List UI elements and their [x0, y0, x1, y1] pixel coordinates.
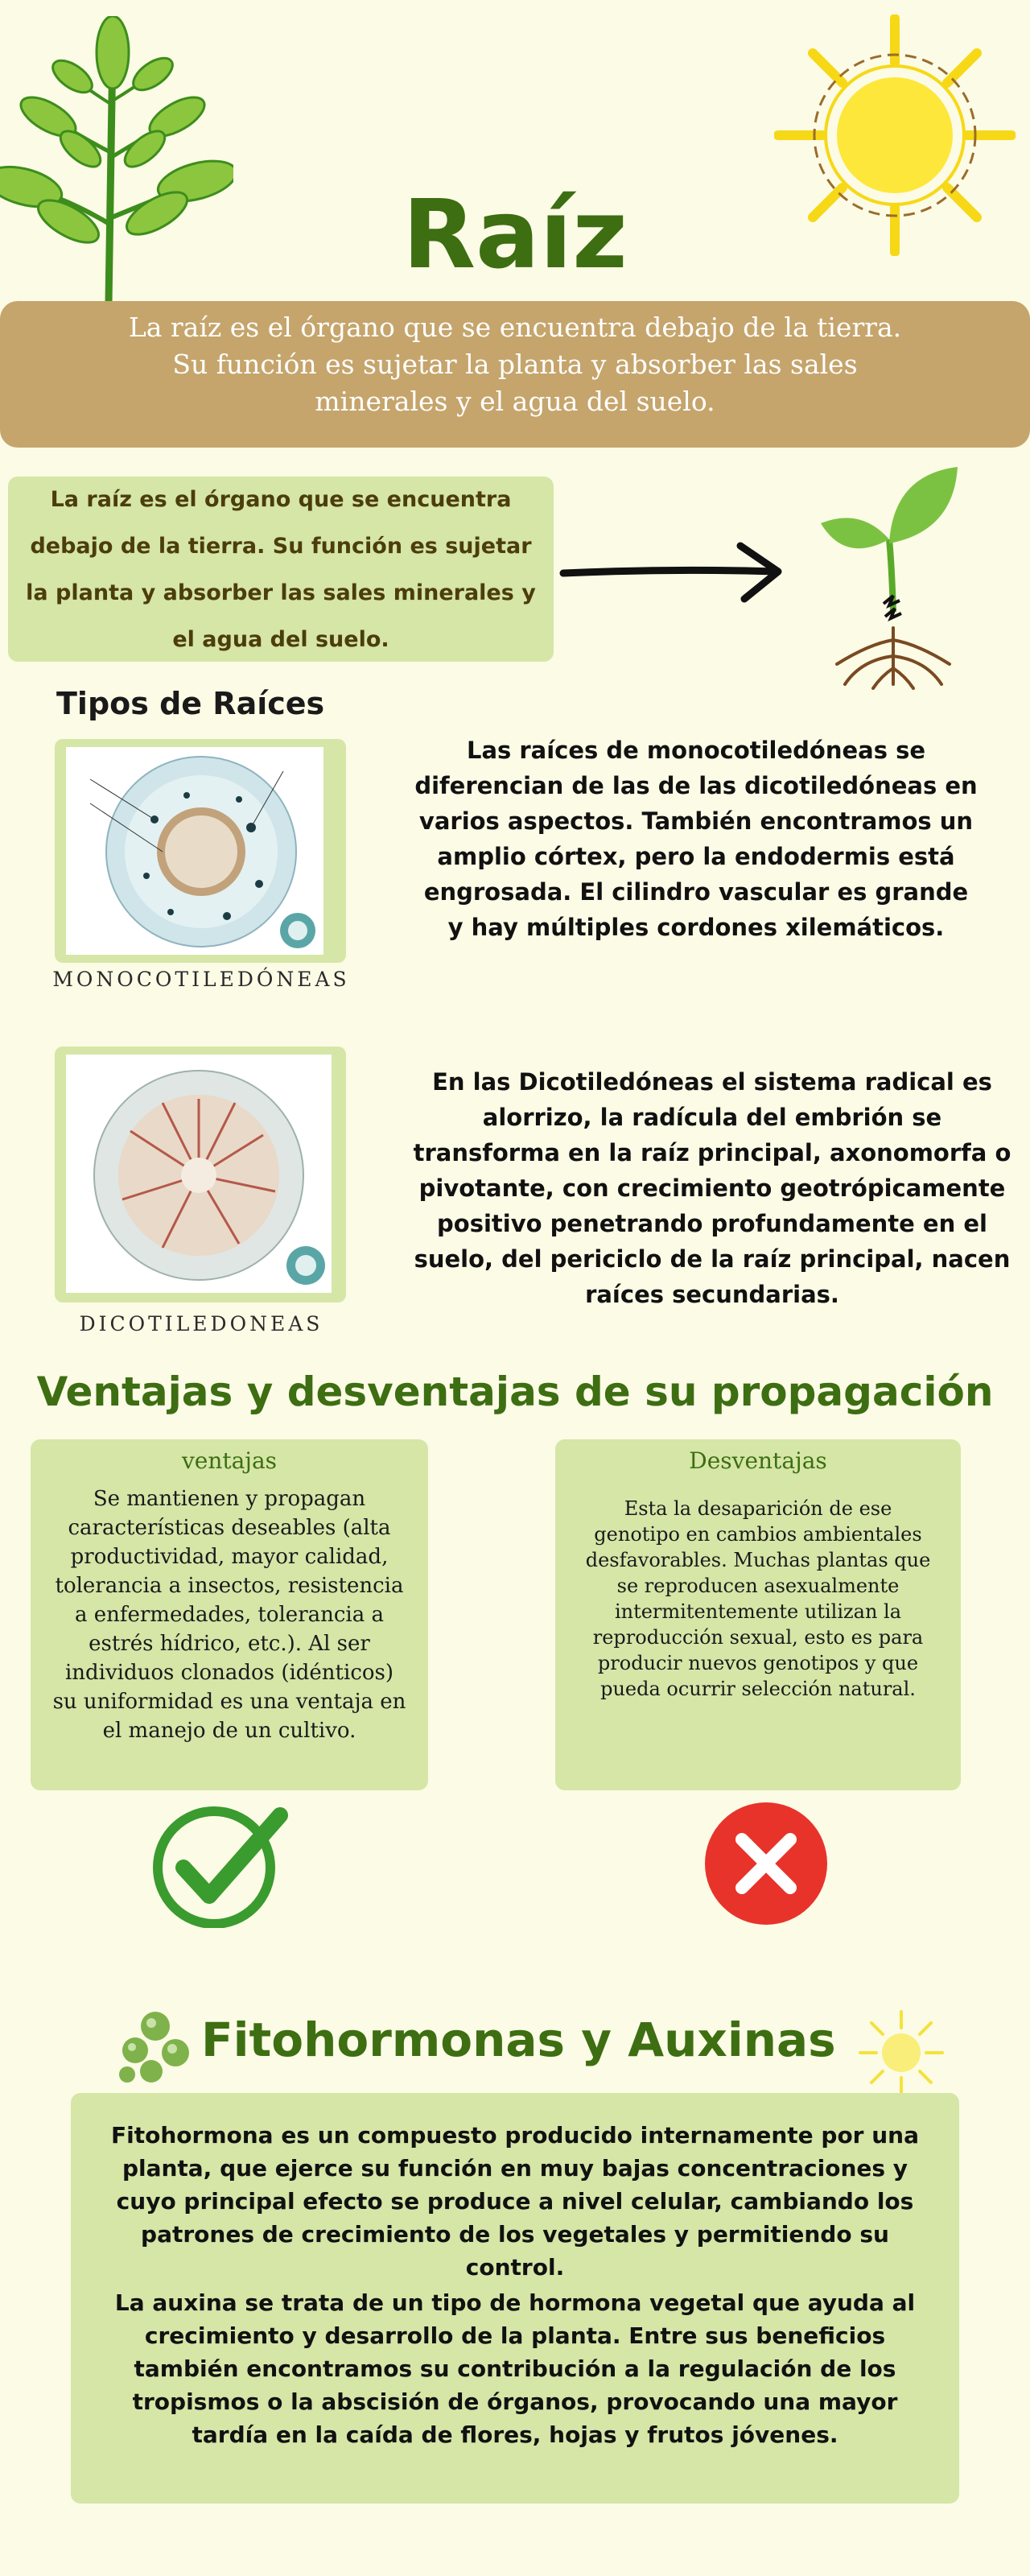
mono-caption: MONOCOTILEDÓNEAS	[52, 968, 350, 991]
check-circle-icon	[151, 1799, 288, 1928]
intro-text: La raíz es el órgano que se encuentra debajo de la tierra. Su función es sujetar la planta y absorber las sales minerales y el agua del suelo.	[26, 487, 536, 652]
sprout-with-roots-icon	[813, 459, 974, 692]
desventajas-card	[555, 1439, 961, 1790]
ventajas-title: ventajas	[181, 1447, 278, 1474]
intro-banner	[0, 301, 1030, 448]
fito-paragraph-2: La auxina se trata de un tipo de hormona vegetal que ayuda al crecimiento y desarrollo de la planta. Entre sus beneficios también encontramos su contribución a la regulación de los tropismos o la abscisión de órganos, provocando una mayor tardía en la caída de flores, hojas y frutos jóvenes.	[114, 2289, 916, 2448]
small-sun-icon	[857, 2008, 946, 2097]
dico-micrograph	[55, 1046, 346, 1302]
page-title: Raíz	[402, 179, 628, 290]
propagacion-heading: Ventajas y desventajas de su propagación	[36, 1368, 994, 1415]
cells-icon	[111, 2008, 200, 2085]
fito-heading: Fitohormonas y Auxinas	[201, 2013, 836, 2067]
fito-box	[71, 2093, 959, 2504]
dico-caption: DICOTILEDONEAS	[79, 1312, 323, 1335]
dico-description-wrap	[410, 1064, 1014, 1312]
desventajas-title: Desventajas	[689, 1447, 827, 1474]
mono-micrograph	[55, 739, 346, 963]
tipos-heading: Tipos de Raíces	[56, 686, 325, 721]
fito-paragraph-1: Fitohormona es un compuesto producido internamente por una planta, que ejerce su función en muy bajas concentraciones y cuyo principal efecto se produce a nivel celular, cambiando los patrones de crecimiento de los vegetales y permitiendo su control.	[111, 2122, 919, 2281]
intro-box	[8, 477, 554, 662]
ventajas-card	[31, 1439, 428, 1790]
desventajas-text: Esta la desaparición de ese genotipo en cambios ambientales desfavorables. Muchas plantas que se reproducen asexualmente intermitentemente utilizan la reproducción sexual, esto es para producir nuevos genotipos y que pueda ocurrir selección natural.	[585, 1497, 931, 1700]
banner-text: La raíz es el órgano que se encuentra debajo de la tierra. Su función es sujetar la planta y absorber las sales minerales y el agua del suelo.	[128, 312, 902, 417]
ventajas-text: Se mantienen y propagan características deseables (alta productividad, mayor calidad, tolerancia a insectos, resistencia a enfermedades, tolerancia a estrés hídrico, etc.). Al ser individuos clonados (idénticos) su uniformidad es una ventaja en el manejo de un cultivo.	[52, 1487, 406, 1743]
arrow-right-icon	[559, 539, 789, 604]
cross-circle-icon	[702, 1799, 830, 1928]
dico-description: En las Dicotiledóneas el sistema radical es alorrizo, la radícula del embrión se transforma en la raíz principal, axonomorfa o pivotante, con crecimiento geotrópicamente positivo penetrando profundamente en el suelo, del periciclo de la raíz principal, nacen raíces secundarias.	[413, 1068, 1011, 1308]
mono-description-wrap	[414, 733, 978, 945]
mono-description: Las raíces de monocotiledóneas se diferencian de las de las dicotiledóneas en varios aspectos. También encontramos un amplio córtex, pero la endodermis está engrosada. El cilindro vascular es grande y hay múltiples cordones xilemáticos.	[414, 737, 978, 941]
